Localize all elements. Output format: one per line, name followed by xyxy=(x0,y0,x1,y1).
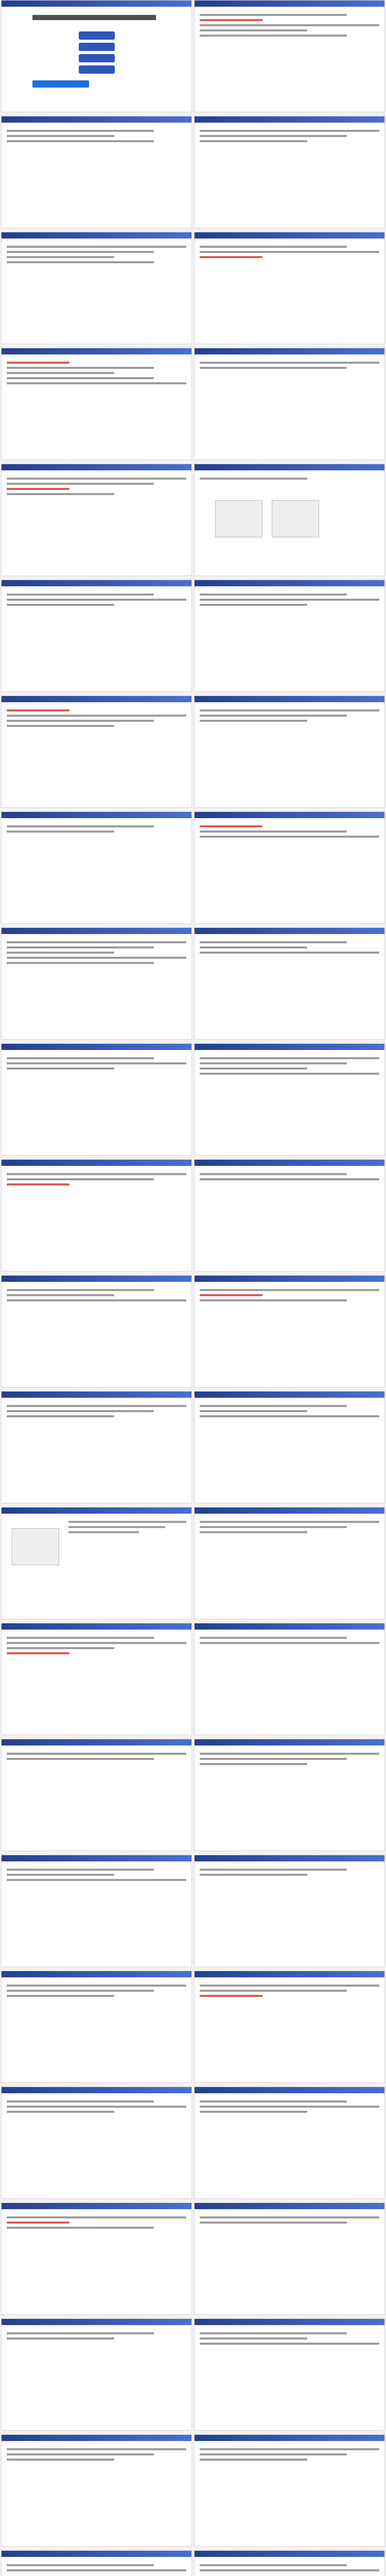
slide[interactable] xyxy=(194,2434,385,2547)
slide-body xyxy=(7,706,186,803)
slide-body xyxy=(200,127,379,224)
slide[interactable] xyxy=(1,2550,192,2576)
slide[interactable] xyxy=(194,1623,385,1735)
slide[interactable] xyxy=(194,2318,385,2431)
slide-body xyxy=(7,822,186,919)
slide[interactable] xyxy=(1,1623,192,1735)
cover-nav-button[interactable] xyxy=(79,31,115,40)
slide-title-bar xyxy=(195,696,384,702)
slide-body xyxy=(200,1170,379,1267)
slide-body xyxy=(200,2329,379,2426)
slide[interactable] xyxy=(1,811,192,924)
slide-title-bar xyxy=(2,1044,191,1050)
slide-title-bar xyxy=(2,1,191,7)
slide-title-bar xyxy=(195,2319,384,2325)
slide[interactable] xyxy=(1,2434,192,2547)
slide-body xyxy=(7,2445,186,2542)
slide[interactable] xyxy=(1,116,192,228)
slide-body xyxy=(200,243,379,340)
slide-body xyxy=(7,590,186,687)
slide-body xyxy=(200,1634,379,1731)
slide-title-bar xyxy=(2,2551,191,2557)
slide-body xyxy=(7,1750,186,1846)
slide-body xyxy=(200,474,379,571)
slide[interactable] xyxy=(1,1507,192,1619)
slide-body xyxy=(7,2561,186,2576)
slide-title-bar xyxy=(2,1623,191,1630)
slide-body xyxy=(7,1981,186,2078)
slide-title-bar xyxy=(195,2435,384,2441)
slide-title-bar xyxy=(195,1392,384,1398)
slide-body xyxy=(200,1518,379,1615)
slide-title-bar xyxy=(2,696,191,702)
slide-body xyxy=(200,2561,379,2576)
slide-column-left xyxy=(1,0,192,2576)
slide[interactable] xyxy=(194,2087,385,2199)
slide[interactable] xyxy=(194,811,385,924)
slide[interactable] xyxy=(1,1159,192,1272)
slide-column-right xyxy=(194,0,385,2576)
slide-body xyxy=(7,127,186,224)
slide-body xyxy=(200,1981,379,2078)
slide[interactable] xyxy=(194,1391,385,1503)
slide-title-bar xyxy=(195,580,384,586)
slide[interactable] xyxy=(1,348,192,460)
slide[interactable] xyxy=(194,1159,385,1272)
slide-title-bar xyxy=(2,116,191,123)
slide-title-bar xyxy=(195,2087,384,2093)
slide-title-bar xyxy=(2,348,191,354)
slide-title-bar xyxy=(195,1623,384,1630)
slide-title-bar xyxy=(195,1044,384,1050)
slide[interactable] xyxy=(1,2087,192,2199)
slide-body xyxy=(200,1750,379,1846)
slide-body xyxy=(7,1634,186,1731)
cover-nav-button[interactable] xyxy=(79,65,115,74)
slide[interactable] xyxy=(194,348,385,460)
slide[interactable] xyxy=(1,1739,192,1851)
slide-title-bar xyxy=(2,2319,191,2325)
slide[interactable] xyxy=(1,232,192,344)
slide-title-bar xyxy=(195,1971,384,1977)
slide-body xyxy=(7,1866,186,1962)
slide-title-bar xyxy=(195,116,384,123)
slide[interactable] xyxy=(194,696,385,808)
slide-body xyxy=(68,1518,186,1615)
slide-body xyxy=(200,2213,379,2310)
slide-body xyxy=(200,2097,379,2194)
slide[interactable] xyxy=(194,580,385,692)
slide[interactable] xyxy=(194,464,385,576)
slide-body xyxy=(200,1866,379,1962)
slide[interactable] xyxy=(1,927,192,1040)
slide-title-bar xyxy=(195,812,384,818)
slide-body xyxy=(200,2445,379,2542)
slide-body xyxy=(7,2213,186,2310)
slide-illustration xyxy=(12,1528,59,1565)
slide-body xyxy=(200,11,379,108)
slide-title-bar xyxy=(195,464,384,470)
slide-title-bar xyxy=(195,1160,384,1166)
slide-body xyxy=(200,822,379,919)
slide-body xyxy=(7,359,186,455)
slide-body xyxy=(200,706,379,803)
slide[interactable] xyxy=(194,2550,385,2576)
slide[interactable] xyxy=(1,1855,192,1967)
slide-title-bar xyxy=(195,2551,384,2557)
slide[interactable] xyxy=(1,580,192,692)
slide-body xyxy=(200,359,379,455)
slide-title-bar xyxy=(2,580,191,586)
slide-body xyxy=(7,2097,186,2194)
slide[interactable] xyxy=(194,1739,385,1851)
slide[interactable] xyxy=(194,927,385,1040)
slide-title-bar xyxy=(2,1739,191,1745)
slide-title-bar xyxy=(2,2435,191,2441)
slide[interactable] xyxy=(194,116,385,228)
slide[interactable] xyxy=(1,464,192,576)
slide-body xyxy=(7,2329,186,2426)
cover-nav-button[interactable] xyxy=(79,43,115,51)
slide[interactable] xyxy=(1,696,192,808)
slide[interactable] xyxy=(194,2202,385,2315)
slide-body xyxy=(200,590,379,687)
slide-title-bar xyxy=(2,1276,191,1282)
slide-title-bar xyxy=(195,1276,384,1282)
slide-title-bar xyxy=(195,1739,384,1745)
slide[interactable] xyxy=(1,2318,192,2431)
slide-title-bar xyxy=(195,1507,384,1514)
slide-title-bar xyxy=(195,1855,384,1861)
slide-body xyxy=(7,1402,186,1499)
slide-title-bar xyxy=(195,928,384,934)
slide-title-bar xyxy=(2,1507,191,1514)
slide-title-bar xyxy=(2,2203,191,2209)
slide-body xyxy=(200,1054,379,1151)
cover-title xyxy=(32,15,156,20)
slide-title-bar xyxy=(195,232,384,239)
slide-title-bar xyxy=(2,464,191,470)
slide-title-bar xyxy=(195,1,384,7)
slide[interactable] xyxy=(194,1855,385,1967)
slide[interactable] xyxy=(1,1391,192,1503)
slide-title-bar xyxy=(2,232,191,239)
slide-title-bar xyxy=(2,812,191,818)
slide[interactable] xyxy=(194,1275,385,1387)
slide-body xyxy=(7,474,186,571)
slide-cover[interactable] xyxy=(1,0,192,112)
slide[interactable] xyxy=(1,1971,192,2083)
slide-title-bar xyxy=(2,2087,191,2093)
slide-body xyxy=(7,1054,186,1151)
slide[interactable] xyxy=(194,1043,385,1156)
slide-title-bar xyxy=(195,2203,384,2209)
slide-title-bar xyxy=(2,1971,191,1977)
slide-title-bar xyxy=(2,1855,191,1861)
slide[interactable] xyxy=(194,232,385,344)
slide-body xyxy=(200,938,379,1035)
slide[interactable] xyxy=(1,2202,192,2315)
slide-body xyxy=(7,1286,186,1383)
slide-body xyxy=(7,1170,186,1267)
slide-title-bar xyxy=(2,1392,191,1398)
slide-title-bar xyxy=(195,348,384,354)
slide[interactable] xyxy=(1,1043,192,1156)
slide-body xyxy=(7,243,186,340)
cover-chapter-badge xyxy=(32,80,89,88)
slide-title-bar xyxy=(2,928,191,934)
slide[interactable] xyxy=(194,1971,385,2083)
slide-body xyxy=(200,1286,379,1383)
slide-title-bar xyxy=(2,1160,191,1166)
cover-nav-button[interactable] xyxy=(79,54,115,62)
slide-body xyxy=(7,938,186,1035)
slide-body xyxy=(200,1402,379,1499)
slide[interactable] xyxy=(1,1275,192,1387)
slide[interactable] xyxy=(194,1507,385,1619)
slide[interactable] xyxy=(194,0,385,112)
